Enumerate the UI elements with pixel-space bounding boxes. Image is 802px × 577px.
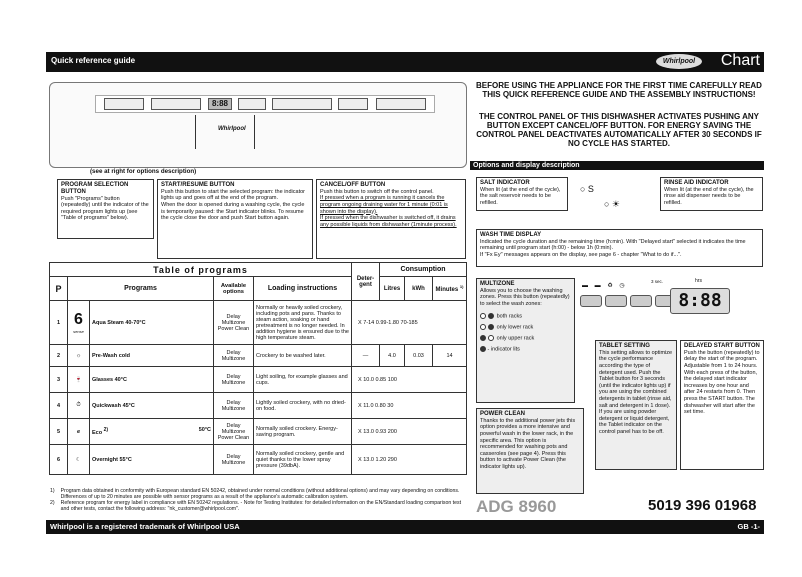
table-row [50, 445, 467, 475]
col-consumption: Consumption [380, 263, 467, 277]
row-num: 5 [50, 419, 68, 445]
start-resume-title: START/RESUME BUTTON [161, 182, 235, 188]
table-row [50, 367, 467, 393]
program-options: Delay Multizone [214, 393, 254, 419]
rinse-aid-icon: ○ ☀ [604, 199, 621, 209]
prewash-icon: ☼ [68, 345, 90, 367]
col-p: P [50, 277, 68, 301]
start-resume-text2: When the door is opened during a washing cycle, the cycle is temporarily paused: the Start indicator blinks. To resume the cycle close the door and push Start button again. [161, 201, 305, 222]
row-num: 6 [50, 445, 68, 475]
col-loading: Loading instructions [254, 277, 352, 301]
cancel-off-text3: If pressed when the dishwasher is switched off, it drains any possible liquids from dishwasher (1minute process). [320, 215, 457, 228]
options-header: Options and display description [470, 161, 764, 170]
program-name: Overnight 55°C [90, 445, 214, 475]
cancel-off-text1: Push this button to switch off the control panel. [320, 188, 434, 195]
power-clean-title: POWER CLEAN [480, 411, 525, 417]
delay-display: 8:88 [670, 288, 730, 314]
program-consumption: X 13.0 1.20 290 [352, 445, 467, 475]
program-options: Delay Multizone [214, 445, 254, 475]
hrs-label: hrs [695, 278, 702, 284]
program-loading: Normally or heavily soiled crockery, including pots and pans. Thanks to steam action, soaking or hand pretreatment is no longer needed. In addition hygiene is ensured due to the high temperature steam. [254, 301, 352, 345]
col-kwh: kWh [405, 277, 433, 301]
brand-logo: Whirlpool [656, 54, 702, 69]
product-code: 5019 396 01968 [648, 497, 757, 514]
rinse-text: When lit (at the end of the cycle), the rinse aid dispenser needs to be refilled. [664, 186, 754, 206]
col-litres: Litres [380, 277, 405, 301]
delay-buttons[interactable] [376, 98, 426, 110]
options-caption: (see at right for options description) [90, 168, 197, 175]
tablet-setting-box [595, 340, 677, 470]
power-clean-box [476, 408, 584, 494]
program-options: Delay Multizone Power Clean [214, 419, 254, 445]
program-selection-title: PROGRAM SELECTION BUTTON [61, 182, 129, 195]
program-loading: Light soiling, for example glasses and cups. [254, 367, 352, 393]
program-name: Pre-Wash cold [90, 345, 214, 367]
tablet-text: This setting allows to optimize the cycle performance according the type of detergent used. Push the Tablet button for 3 seconds (until the indicator lights up) if you are using the combined detergents in tablet (rinse aid, salt and detergent in 1 dose). If you are using powder detergent or liquid detergent, the Tablet indicator on the control panel has to be off. [599, 349, 673, 435]
footnote-2: Reference program for energy label in compliance with EN 50242 regulations. - Note for Testing Institutes: for detailed information on the EN/Standard loading comparison test and other tests, contact the following address: "nk_customer@whirlpool.com". [60, 500, 462, 512]
program-indicators [104, 98, 144, 110]
multizone-indicator: - indicator lits [480, 346, 571, 353]
program-selection-text: Push "Programs" button (repeatedly) until the indicator of the required program lights up (see "Table of programs" below). [61, 195, 149, 222]
model-name: ADG 8960 [476, 497, 557, 516]
program-consumption: X 13.0 0.93 200 [352, 419, 467, 445]
rinse-aid-indicator-box [660, 177, 763, 211]
program-selection-box [57, 179, 154, 239]
multizone-text: Allows you to choose the washing zones. Press this button (repeatedly) to select the wash zones: [480, 287, 570, 307]
program-litres: 4.0 [380, 345, 405, 367]
cancel-off-box [316, 179, 466, 259]
col-programs: Programs [68, 277, 214, 301]
indicator-lights [338, 98, 368, 110]
wash-time-title: WASH TIME DISPLAY [480, 232, 542, 238]
tablet-button[interactable] [630, 295, 652, 307]
glass-icon: 🍷 [68, 367, 90, 393]
eco-icon: e [68, 419, 90, 445]
multizone-title: MULTIZONE [480, 281, 515, 287]
option-icons-row: ▬ ▬ ♻ ◷ [582, 283, 625, 289]
programs-table-wrapper [49, 262, 467, 475]
salt-indicator-box [476, 177, 568, 211]
sense-icon: 6 sense [68, 301, 90, 345]
powerclean-button[interactable] [605, 295, 627, 307]
warning-first-use: BEFORE USING THE APPLIANCE FOR THE FIRST TIME CAREFULLY READ THIS QUICK REFERENCE GUIDE AND THE ASSEMBLY INSTRUCTIONS! [476, 81, 762, 99]
program-name: Eco $^{2)}$ 50°C [90, 419, 214, 445]
col-available: Available options [214, 277, 254, 301]
moon-icon: ☾ [68, 445, 90, 475]
row-num: 3 [50, 367, 68, 393]
delayed-text: Push the button (repeatedly) to delay the start of the program. Adjustable from 1 to 24 hours. With each press of the button, the delayed start indicator increases by one hour and after 24 restarts from 0. Then press the START button. The dishwasher will start after the set time. [684, 349, 760, 416]
program-name: Aqua Steam 40-70°C [90, 301, 214, 345]
page-number: GB -1- [737, 522, 760, 531]
row-num: 1 [50, 301, 68, 345]
table-title: Table of programs [50, 263, 352, 277]
program-detergent: — [352, 345, 380, 367]
multizone-both: both racks [480, 313, 571, 320]
footer-bar [46, 520, 764, 534]
panel-display: 8:88 [208, 98, 232, 110]
control-panel-strip [95, 95, 435, 113]
multizone-upper: only upper rack [480, 335, 571, 342]
multizone-lower: only lower rack [480, 324, 571, 331]
program-name: Glasses 40°C [90, 367, 214, 393]
power-clean-text: Thanks to the additional power jets this option provides a more intensive and powerful wash in the lower rack, in the specific area. This option is recommended for washing pots and casseroles (see page 4). Press this button to activate Power Clean (the indicator lights up). [480, 417, 576, 470]
table-row [50, 345, 467, 367]
option-buttons[interactable] [272, 98, 332, 110]
program-consumption: X 10.0 0.85 100 [352, 367, 467, 393]
rinse-title: RINSE AID INDICATOR [664, 180, 729, 186]
table-row [50, 393, 467, 419]
trademark-text: Whirlpool is a registered trademark of Whirlpool USA [50, 522, 240, 531]
program-options: Delay Multizone Power Clean [214, 301, 254, 345]
program-loading: Normally soiled crockery, gentle and quiet thanks to the lower spray pressure (39dbA). [254, 445, 352, 475]
footnotes: 1) Program data obtained in conformity with European standard EN 50242, obtained under normal conditions (without additional options) and may vary depending on conditions. Differences of up to 20 minutes are possible with sensor programs as a result of the appliance's automatic calibration system. 2) Reference program for energy label in compliance with EN 50242 regulations. - Note for Testing Institutes: for detailed information on the EN/Standard loading comparison test and other tests, contact the following address: "nk_customer@whirlpool.com". [50, 488, 468, 512]
programs-table [49, 262, 467, 475]
chart-label: Chart [720, 52, 760, 69]
tablet-title: TABLET SETTING [599, 343, 650, 349]
multizone-button[interactable] [580, 295, 602, 307]
row-num: 4 [50, 393, 68, 419]
header-bar [46, 52, 764, 72]
page-title: Quick reference guide [51, 56, 136, 65]
panel-brand: Whirlpool [218, 126, 246, 132]
program-loading: Crockery to be washed later. [254, 345, 352, 367]
wash-time-text2: If "Fx Ey" messages appears on the display, see page 6 - chapter "What to do if...". [480, 251, 682, 258]
col-minutes: Minutes $^{1)}$ [433, 277, 467, 301]
footnote-1: Program data obtained in conformity with European standard EN 50242, obtained under normal conditions (without additional options) and may vary depending on conditions. Differences of up to 20 minutes are possible with sensor programs as a result of the appliance's automatic calibration system. [60, 488, 460, 500]
program-consumption: X 7-14 0.99-1.80 70-185 [352, 301, 467, 345]
cancel-off-text2: If pressed when a program is running it cancels the program ongoing draining water for 1 minute (0:01 is shown into the display). [320, 195, 448, 215]
program-options: Delay Multizone [214, 345, 254, 367]
row-num: 2 [50, 345, 68, 367]
table-row [50, 301, 467, 345]
multizone-box [476, 278, 575, 403]
program-button[interactable] [238, 98, 266, 110]
start-resume-text1: Push this button to start the selected program: the indicator lights up and goes off at the end of the program. [161, 188, 305, 202]
table-row [50, 419, 467, 445]
program-kwh: 0.03 [405, 345, 433, 367]
program-minutes: 14 [433, 345, 467, 367]
program-loading: Lightly soiled crockery, with no dried-on food. [254, 393, 352, 419]
three-sec-label: 3 sec. [651, 279, 664, 284]
col-detergent: Deter-gent [352, 263, 380, 301]
delayed-start-box [680, 340, 764, 470]
salt-title: SALT INDICATOR [480, 180, 530, 186]
program-consumption: X 11.0 0.80 30 [352, 393, 467, 419]
salt-text: When lit (at the end of the cycle), the salt reservoir needs to be refilled. [480, 186, 561, 206]
delayed-title: DELAYED START BUTTON [684, 343, 760, 349]
callout-lines [195, 115, 255, 149]
start-resume-box [157, 179, 313, 259]
program-loading: Normally soiled crockery. Energy-saving program. [254, 419, 352, 445]
program-options: Delay Multizone [214, 367, 254, 393]
program-indicators-2 [151, 98, 201, 110]
salt-icon: ○ S [580, 184, 594, 194]
wash-time-box [476, 229, 763, 267]
warning-control-panel: THE CONTROL PANEL OF THIS DISHWASHER ACTIVATES PUSHING ANY BUTTON EXCEPT CANCEL/OFF BUTTON. FOR ENERGY SAVING THE CONTROL PANEL DEACTIVATES AUTOMATICALLY AFTER 30 SECONDS IF NO CYCLE HAS STARTED. [476, 112, 762, 148]
program-name: Quickwash 45°C [90, 393, 214, 419]
quickwash-icon: ⏱ [68, 393, 90, 419]
wash-time-text: Indicated the cycle duration and the remaining time (h:min). With "Delayed start" selected it indicates the time remaining until program start (h:00) - below 1h (0:min). [480, 238, 746, 252]
cancel-off-title: CANCEL/OFF BUTTON [320, 182, 386, 188]
